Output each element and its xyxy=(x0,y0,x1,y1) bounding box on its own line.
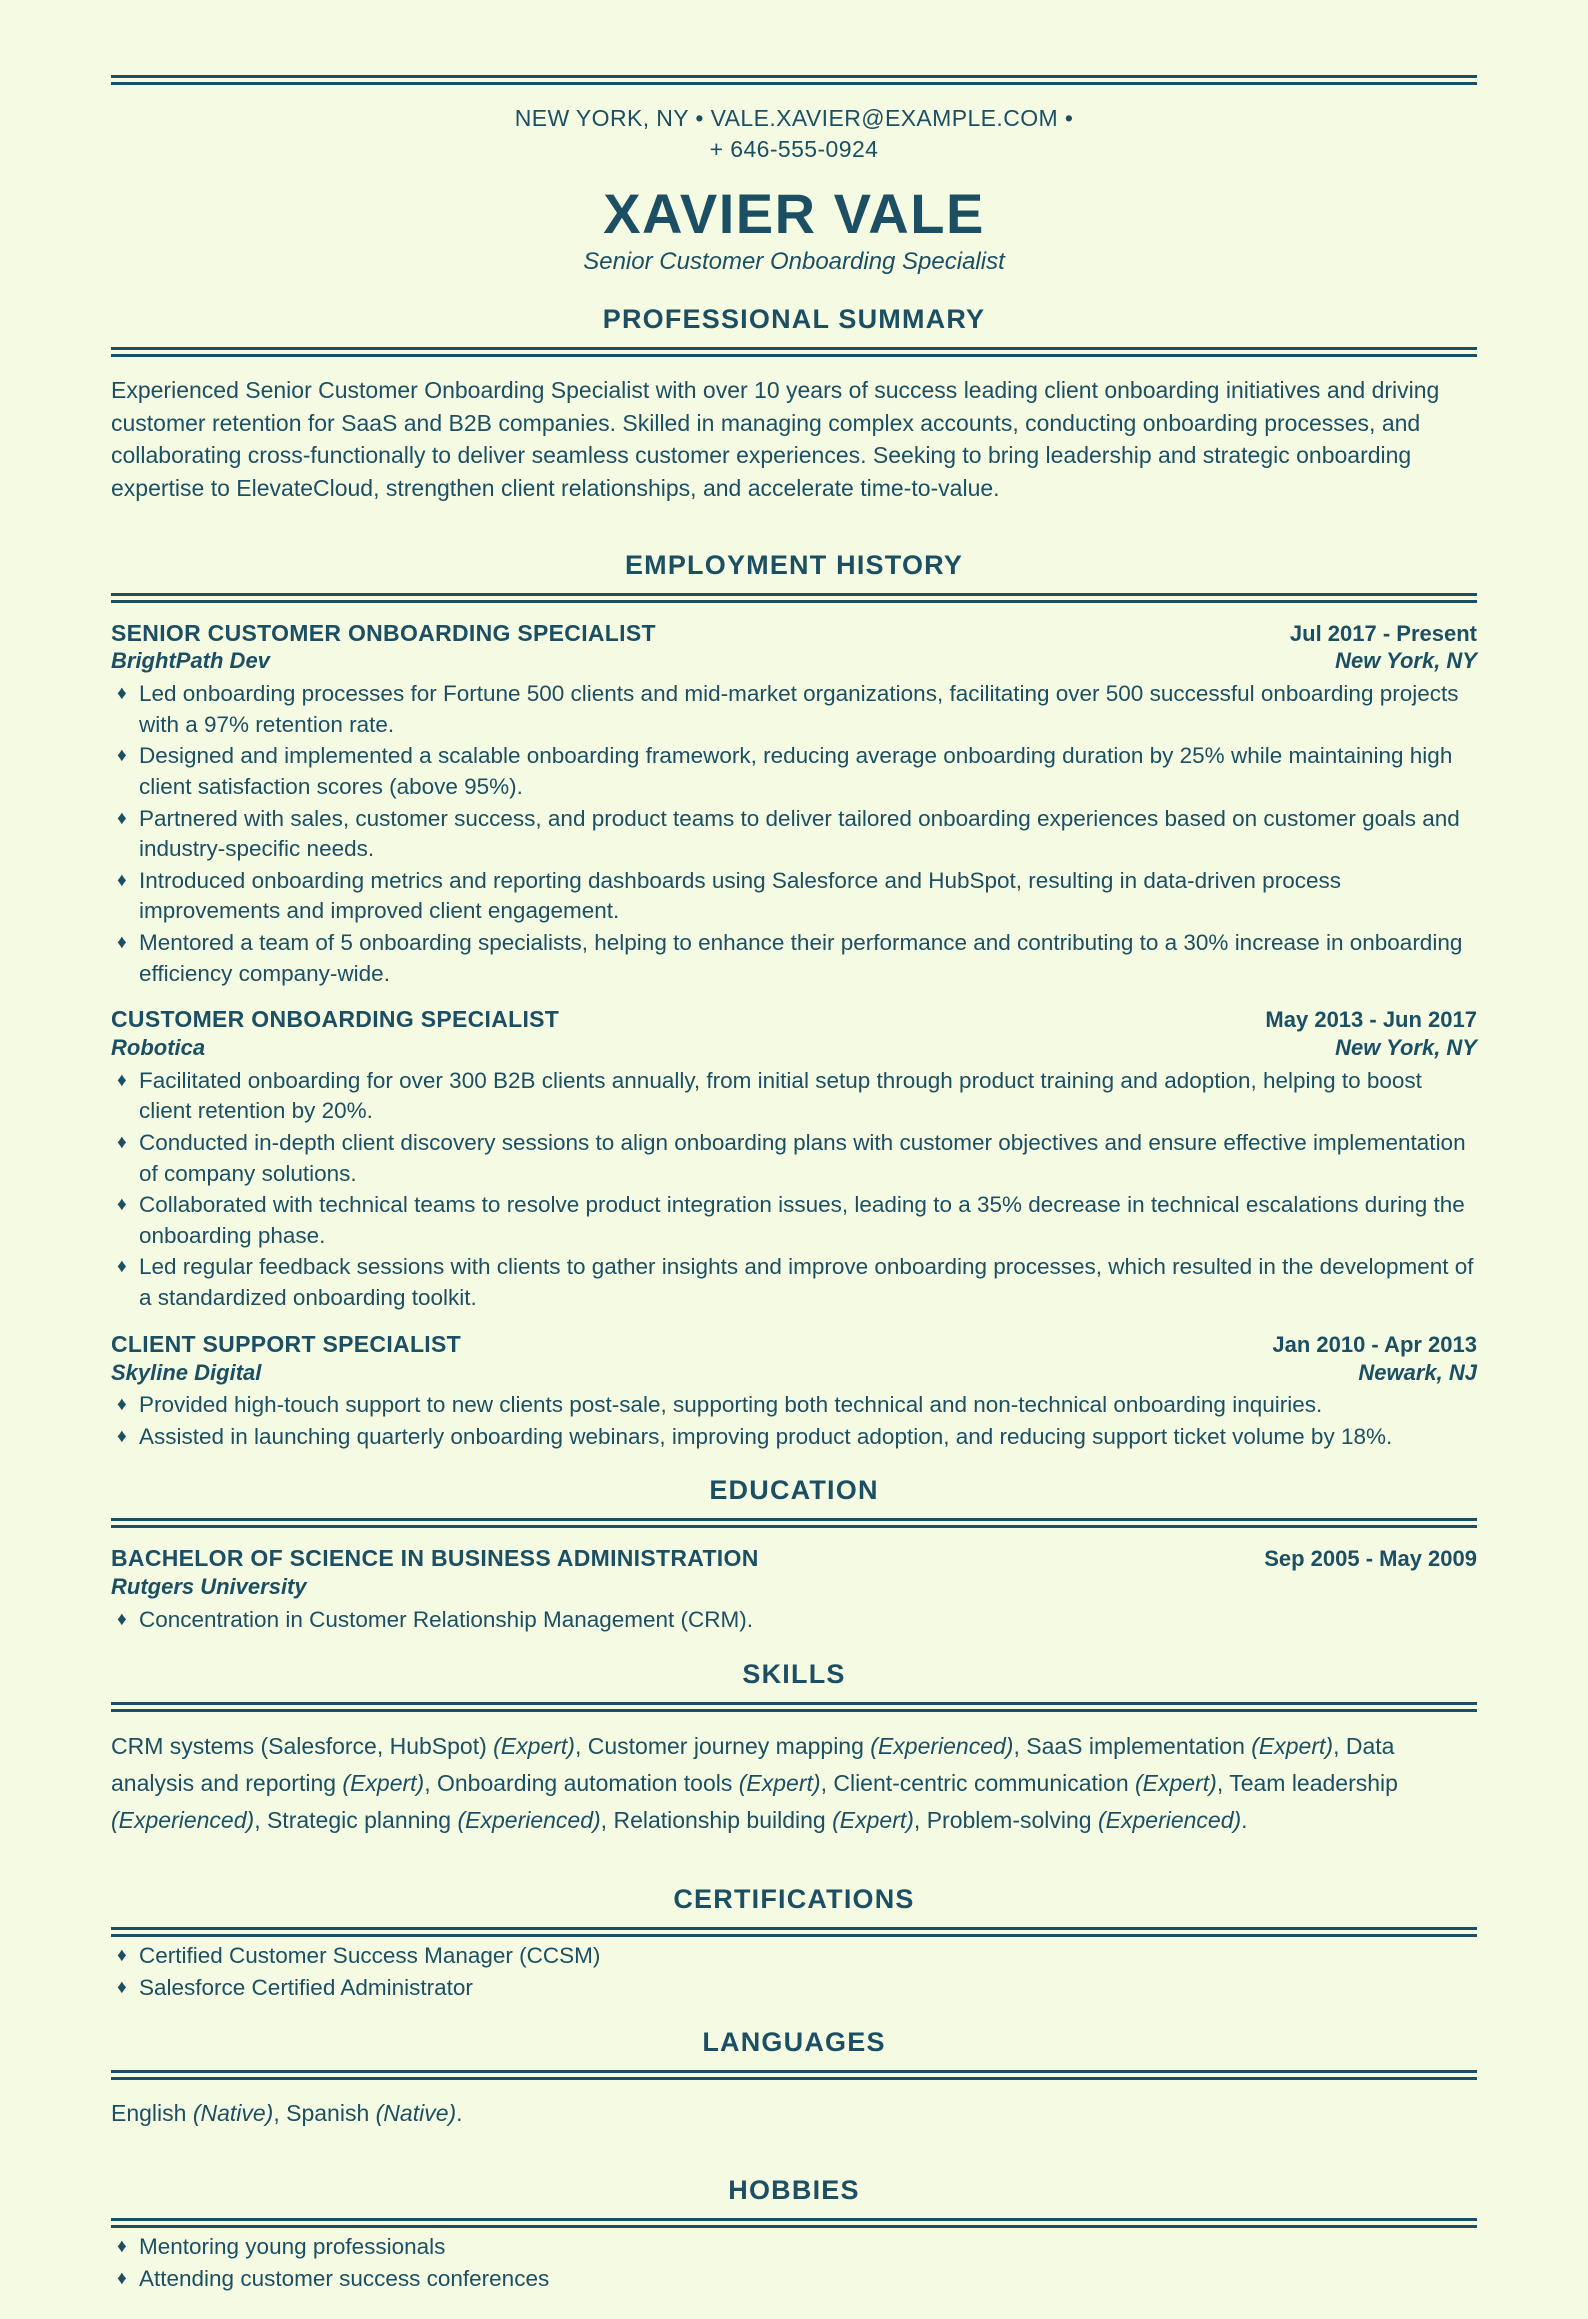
section-heading-education: EDUCATION xyxy=(709,1475,879,1506)
divider-line-lower xyxy=(111,1709,1477,1712)
diamond-bullet-icon: ♦ xyxy=(117,2267,127,2289)
entry-title-row xyxy=(111,619,1477,648)
list-item xyxy=(111,2232,1477,2263)
entry-org-row xyxy=(111,1359,1477,1387)
diamond-bullet-icon: ♦ xyxy=(117,931,127,953)
item-separator: , xyxy=(574,1732,588,1759)
list-item xyxy=(111,741,1477,802)
spacer xyxy=(111,1506,1477,1518)
page-title: XAVIER VALE xyxy=(603,182,985,246)
list-item xyxy=(111,1066,1477,1127)
item-separator: . xyxy=(1241,1807,1248,1834)
section-divider-certifications xyxy=(111,1927,1477,1937)
spacer xyxy=(111,2153,1477,2175)
item-separator: , xyxy=(600,1807,614,1834)
experience-entry xyxy=(111,1330,1477,1453)
contact-line xyxy=(111,103,1477,165)
item-level: (Expert) xyxy=(1135,1769,1217,1796)
education-list xyxy=(111,1544,1477,1635)
list-item-text: Mentoring young professionals xyxy=(139,2234,446,2260)
entry-role: CUSTOMER ONBOARDING SPECIALIST xyxy=(111,1006,560,1033)
item-level: (Experienced) xyxy=(870,1732,1014,1759)
entry-org-row xyxy=(111,1034,1477,1062)
entry-dates: May 2013 - Jun 2017 xyxy=(1265,1007,1477,1033)
entry-role: SENIOR CUSTOMER ONBOARDING SPECIALIST xyxy=(111,619,656,646)
divider-line-lower xyxy=(111,2225,1477,2228)
entry-bullets xyxy=(111,679,1477,989)
item-name: Team leadership xyxy=(1229,1769,1398,1796)
spacer xyxy=(111,581,1477,593)
item-name: SaaS implementation xyxy=(1026,1732,1252,1759)
item-name: CRM systems (Salesforce, HubSpot) xyxy=(111,1732,494,1759)
diamond-bullet-icon: ♦ xyxy=(117,1425,127,1447)
certifications-list xyxy=(111,1941,1477,2003)
list-item-text: Assisted in launching quarterly onboarding webinars, improving product adoption, and reducing support ticket volume by 18%. xyxy=(139,1423,1393,1449)
spacer xyxy=(111,528,1477,550)
diamond-bullet-icon: ♦ xyxy=(117,1945,127,1967)
list-item-text: Conducted in-depth client discovery sessions to align onboarding plans with customer objectives and ensure effective implementation of company solutions. xyxy=(139,1130,1466,1186)
diamond-bullet-icon: ♦ xyxy=(117,2236,127,2258)
diamond-bullet-icon: ♦ xyxy=(117,807,127,829)
spacer xyxy=(111,1915,1477,1927)
item-level: (Native) xyxy=(192,2099,274,2126)
list-item xyxy=(111,1390,1477,1421)
section-divider-hobbies xyxy=(111,2218,1477,2228)
section-divider-skills xyxy=(111,1702,1477,1712)
entry-organization: BrightPath Dev xyxy=(111,648,270,674)
list-item xyxy=(111,1973,1477,2004)
employment-list xyxy=(111,619,1477,1453)
item-separator: , xyxy=(1333,1732,1346,1759)
diamond-bullet-icon: ♦ xyxy=(117,1069,127,1091)
diamond-bullet-icon: ♦ xyxy=(117,745,127,767)
item-name: Data analysis and reporting xyxy=(111,1732,1395,1796)
divider-line-lower xyxy=(111,354,1477,357)
spacer xyxy=(111,276,1477,304)
item-level: (Expert) xyxy=(493,1732,575,1759)
diamond-bullet-icon: ♦ xyxy=(117,683,127,705)
section-heading-summary: PROFESSIONAL SUMMARY xyxy=(602,303,986,334)
item-separator: , xyxy=(1013,1732,1027,1759)
list-item xyxy=(111,679,1477,740)
list-item-text: Introduced onboarding metrics and reporting dashboards using Salesforce and HubSpot, resulting in data-driven process improvements and improved client engagement. xyxy=(139,867,1341,924)
section-heading-employment: EMPLOYMENT HISTORY xyxy=(624,549,964,580)
entry-bullets xyxy=(111,1066,1477,1314)
section-heading-skills: SKILLS xyxy=(742,1658,846,1689)
item-name: Customer journey mapping xyxy=(587,1732,871,1759)
entry-role: CLIENT SUPPORT SPECIALIST xyxy=(111,1330,461,1357)
entry-dates: Sep 2005 - May 2009 xyxy=(1264,1546,1477,1572)
entry-organization: Robotica xyxy=(111,1035,206,1061)
divider-line-lower xyxy=(111,1525,1477,1528)
skills-list xyxy=(111,1728,1477,1840)
diamond-bullet-icon: ♦ xyxy=(117,1256,127,1278)
item-separator: , xyxy=(820,1769,834,1796)
entry-title-row xyxy=(111,1005,1477,1034)
section-divider-summary xyxy=(111,347,1477,357)
spacer xyxy=(111,1453,1477,1475)
list-item xyxy=(111,1941,1477,1972)
item-name: Onboarding automation tools xyxy=(437,1769,739,1796)
list-item xyxy=(111,1422,1477,1453)
divider-line-lower xyxy=(111,1934,1477,1937)
entry-dates: Jul 2017 - Present xyxy=(1289,620,1477,646)
list-item-text: Provided high-touch support to new clients post-sale, supporting both technical and non-technical onboarding inquiries. xyxy=(139,1392,1323,1418)
entry-org-row xyxy=(111,1573,1477,1601)
diamond-bullet-icon: ♦ xyxy=(117,1194,127,1216)
divider-line-lower xyxy=(111,2077,1477,2080)
entry-bullets xyxy=(111,1390,1477,1452)
diamond-bullet-icon: ♦ xyxy=(117,1132,127,1154)
entry-location: New York, NY xyxy=(1335,648,1477,674)
spacer xyxy=(111,2206,1477,2218)
entry-role: BACHELOR OF SCIENCE IN BUSINESS ADMINISTRATION xyxy=(111,1545,759,1572)
contact-phone: + 646-555-0924 xyxy=(709,136,879,163)
section-heading-hobbies: HOBBIES xyxy=(728,2175,860,2206)
item-name: Relationship building xyxy=(613,1807,833,1834)
experience-entry xyxy=(111,619,1477,990)
item-name: Spanish xyxy=(286,2099,376,2126)
job-subtitle: Senior Customer Onboarding Specialist xyxy=(583,247,1005,275)
section-divider-languages xyxy=(111,2070,1477,2080)
list-item-text: Led regular feedback sessions with clients to gather insights and improve onboarding processes, which resulted in the development of a standardized onboarding toolkit. xyxy=(139,1254,1474,1310)
item-level: (Experienced) xyxy=(1097,1807,1242,1834)
section-heading-certifications: CERTIFICATIONS xyxy=(673,1884,915,1915)
resume-page xyxy=(0,75,1588,2319)
divider-line-lower xyxy=(111,600,1477,603)
list-item-text: Designed and implemented a scalable onboarding framework, reducing average onboarding duration by 25% while maintaining high client satisfaction scores (above 95%). xyxy=(139,743,1453,799)
section-divider-employment xyxy=(111,593,1477,603)
languages-list xyxy=(111,2096,1477,2131)
spacer xyxy=(111,1862,1477,1884)
list-item xyxy=(111,1190,1477,1251)
item-separator: . xyxy=(456,2099,463,2126)
list-item xyxy=(111,866,1477,927)
list-item-text: Attending customer success conferences xyxy=(139,2265,550,2291)
section-divider-education xyxy=(111,1518,1477,1528)
entry-location: New York, NY xyxy=(1335,1035,1477,1061)
item-level: (Expert) xyxy=(738,1769,821,1796)
item-name: Problem-solving xyxy=(926,1807,1098,1834)
item-level: (Native) xyxy=(375,2099,457,2126)
list-item-text: Collaborated with technical teams to resolve product integration issues, leading to a 35% decrease in technical escalations during the onboarding phase. xyxy=(139,1192,1465,1248)
item-name: Client-centric communication xyxy=(833,1769,1136,1796)
spacer xyxy=(111,2058,1477,2070)
item-separator: , xyxy=(273,2099,287,2126)
item-name: English xyxy=(111,2099,193,2126)
entry-organization: Skyline Digital xyxy=(111,1359,262,1385)
entry-org-row xyxy=(111,647,1477,675)
entry-dates: Jan 2010 - Apr 2013 xyxy=(1272,1331,1477,1357)
diamond-bullet-icon: ♦ xyxy=(117,1394,127,1416)
contact-location-email: NEW YORK, NY • VALE.XAVIER@EXAMPLE.COM • xyxy=(514,105,1074,131)
experience-entry xyxy=(111,1544,1477,1635)
list-item xyxy=(111,1252,1477,1313)
experience-entry xyxy=(111,1005,1477,1313)
list-item xyxy=(111,1605,1477,1636)
list-item-text: Led onboarding processes for Fortune 500 clients and mid-market organizations, facilitating over 500 successful onboarding projects with a 97% retention rate. xyxy=(139,681,1459,737)
diamond-bullet-icon: ♦ xyxy=(117,1609,127,1631)
item-separator: , xyxy=(913,1807,927,1834)
diamond-bullet-icon: ♦ xyxy=(117,869,127,891)
spacer xyxy=(111,1690,1477,1702)
item-level: (Experienced) xyxy=(457,1807,601,1834)
divider-line-lower xyxy=(111,82,1477,85)
spacer xyxy=(111,335,1477,347)
section-heading-languages: LANGUAGES xyxy=(702,2026,886,2057)
list-item-text: Certified Customer Success Manager (CCSM) xyxy=(139,1943,601,1969)
hobbies-list xyxy=(111,2232,1477,2294)
item-level: (Expert) xyxy=(832,1807,914,1834)
summary-text: Experienced Senior Customer Onboarding Specialist with over 10 years of success leading client onboarding initiatives and driving customer retention for SaaS and B2B companies. Skilled in managing complex accounts, conducting onboarding processes, and collaborating cross-functionally to deliver seamless customer experiences. Seeking to bring leadership and strategic onboarding expertise to ElevateCloud, strengthen client relationships, and accelerate time-to-value. xyxy=(111,376,1440,501)
list-item xyxy=(111,2264,1477,2295)
entry-bullets xyxy=(111,1605,1477,1636)
diamond-bullet-icon: ♦ xyxy=(117,1977,127,1999)
item-level: (Expert) xyxy=(1251,1732,1334,1759)
list-item-text: Facilitated onboarding for over 300 B2B clients annually, from initial setup through product training and adoption, helping to boost client retention by 20%. xyxy=(139,1067,1422,1124)
list-item-text: Concentration in Customer Relationship Management (CRM). xyxy=(139,1607,754,1633)
entry-location: Newark, NJ xyxy=(1358,1359,1477,1385)
list-item xyxy=(111,804,1477,865)
item-separator: , xyxy=(1216,1769,1230,1796)
list-item-text: Partnered with sales, customer success, and product teams to deliver tailored onboarding experiences based on customer goals and industry-specific needs. xyxy=(139,805,1460,862)
item-separator: , xyxy=(424,1769,437,1796)
entry-title-row xyxy=(111,1544,1477,1573)
top-divider xyxy=(111,75,1477,85)
spacer xyxy=(111,1637,1477,1659)
item-level: (Expert) xyxy=(342,1769,425,1796)
list-item-text: Mentored a team of 5 onboarding specialists, helping to enhance their performance and contributing to a 30% increase in onboarding efficiency company-wide. xyxy=(139,929,1463,986)
entry-title-row xyxy=(111,1330,1477,1359)
item-separator: , xyxy=(254,1807,267,1834)
list-item xyxy=(111,1128,1477,1189)
spacer xyxy=(111,2005,1477,2027)
list-item xyxy=(111,928,1477,989)
item-name: Strategic planning xyxy=(266,1807,458,1834)
item-level: (Experienced) xyxy=(111,1807,255,1834)
list-item-text: Salesforce Certified Administrator xyxy=(139,1975,473,2001)
entry-organization: Rutgers University xyxy=(111,1574,307,1600)
